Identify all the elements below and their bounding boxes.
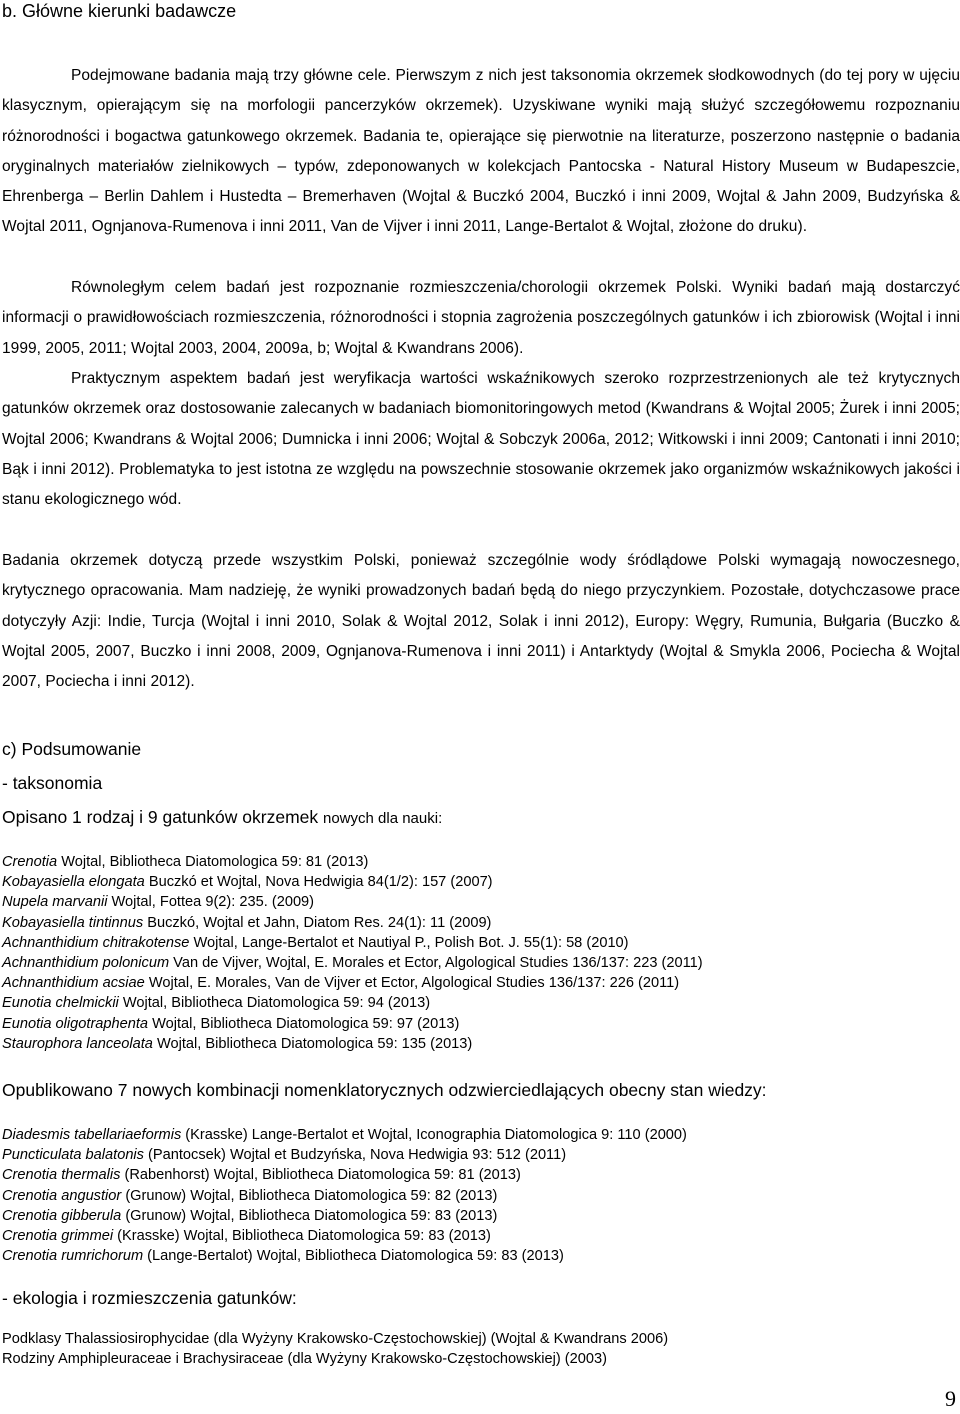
list-item bbox=[2, 973, 960, 993]
subheading-ecology: - ekologia i rozmieszczenia gatunków: bbox=[2, 1288, 297, 1308]
list-item bbox=[2, 872, 960, 892]
ecology-list bbox=[2, 1329, 960, 1369]
taxon-name: Crenotia rumrichorum bbox=[2, 1248, 144, 1265]
list-item bbox=[2, 933, 960, 953]
new-species-heading-small: nowych dla nauki: bbox=[323, 810, 443, 827]
new-species-list bbox=[2, 852, 960, 1054]
taxon-reference: Buczkó, Wojtal et Jahn, Diatom Res. 24(1): 11 (2009) bbox=[143, 914, 492, 931]
list-item bbox=[2, 1034, 960, 1054]
combinations-list bbox=[2, 1125, 960, 1266]
list-item bbox=[2, 1206, 960, 1226]
paragraph-regions: Badania okrzemek dotyczą przede wszystkim Polski, ponieważ szczególnie wody śródlądowe Polski wymagają nowoczesnego, krytycznego opracowania. Mam nadzieję, że wyniki prowadzonych badań będą do niego przyczynkiem. Pozostałe, dotychczasowe prace dotyczyły Azji: Indie, Turcja (Wojtal i inni 2010, Solak & Wojtal 2012, Solak i inni 2012), Europy: Węgry, Rumunia, Bułgaria (Buczko & Wojtal 2005, 2007, Buczko i inni 2008, 2009, Ognjanova-Rumenova i inni 2011) i Antarktydy (Wojtal & Smykla 2006, Pociecha & Wojtal 2007, Pociecha i inni 2012). bbox=[2, 552, 960, 691]
taxon-name: Eunotia chelmickii bbox=[2, 995, 119, 1012]
taxon-reference: (Lange-Bertalot) Wojtal, Bibliotheca Diatomologica 59: 83 (2013) bbox=[143, 1248, 564, 1265]
taxon-name: Kobayasiella tintinnus bbox=[2, 914, 144, 931]
list-item bbox=[2, 1246, 960, 1266]
section-title-b: b. Główne kierunki badawcze bbox=[2, 1, 237, 21]
new-species-heading-main: Opisano 1 rodzaj i 9 gatunków okrzemek bbox=[2, 807, 323, 827]
page-number: 9 bbox=[945, 1386, 956, 1411]
list-item bbox=[2, 1125, 960, 1145]
list-item bbox=[2, 852, 960, 872]
list-item bbox=[2, 1145, 960, 1165]
taxon-reference: Buczkó et Wojtal, Nova Hedwigia 84(1/2): 157 (2007) bbox=[144, 874, 493, 891]
taxon-reference: Wojtal, Lange-Bertalot et Nautiyal P., Polish Bot. J. 55(1): 58 (2010) bbox=[189, 934, 629, 951]
list-item: Rodziny Amphipleuraceae i Brachysiraceae (dla Wyżyny Krakowsko-Częstochowskiej) (2003) bbox=[2, 1351, 607, 1368]
list-item: Podklasy Thalassiosirophycidae (dla Wyżyny Krakowsko-Częstochowskiej) (Wojtal & Kwandrans 2006) bbox=[2, 1331, 669, 1347]
taxon-name: Eunotia oligotraphenta bbox=[2, 1015, 149, 1032]
taxon-reference: (Grunow) Wojtal, Bibliotheca Diatomologica 59: 82 (2013) bbox=[121, 1187, 498, 1204]
taxon-name: Staurophora lanceolata bbox=[2, 1035, 153, 1052]
taxon-name: Puncticulata balatonis bbox=[2, 1147, 144, 1164]
taxon-name: Crenotia grimmei bbox=[2, 1228, 114, 1245]
taxon-reference: (Krasske) Lange-Bertalot et Wojtal, Iconographia Diatomologica 9: 110 (2000) bbox=[181, 1127, 687, 1143]
taxon-reference: Wojtal, Bibliotheca Diatomologica 59: 135 (2013) bbox=[152, 1035, 473, 1052]
taxon-reference: Van de Vijver, Wojtal, E. Morales et Ector, Algological Studies 136/137: 223 (2011) bbox=[169, 955, 703, 972]
taxon-reference: (Krasske) Wojtal, Bibliotheca Diatomologica 59: 83 (2013) bbox=[113, 1228, 491, 1245]
taxon-name: Achnanthidium chitrakotense bbox=[2, 934, 190, 951]
list-item bbox=[2, 1014, 960, 1034]
taxon-name: Diadesmis tabellariaeformis bbox=[2, 1127, 182, 1143]
paragraph-practical-aspect: Praktycznym aspektem badań jest weryfikacja wartości wskaźnikowych szeroko rozprzestrzenionych ale też krytycznych gatunków okrzemek oraz dostosowanie zalecanych w badaniach biomonitoringowych metod (Kwandrans & Wojtal 2005; Żurek i inni 2005; Wojtal 2006; Kwandrans & Wojtal 2006; Dumnicka i inni 2006; Wojtal & Sobczyk 2006a, 2012; Witkowski i inni 2009; Cantonati i inni 2010; Bąk i inni 2012). Problematyka to jest istotna ze względu na powszechnie stosowanie okrzemek jako organizmów wskaźnikowych jakości i stanu ekologicznego wód. bbox=[2, 370, 960, 509]
paragraph-chorology: Równoległym celem badań jest rozpoznanie rozmieszczenia/chorologii okrzemek Polski. Wyniki badań mają dostarczyć informacji o prawidłowościach rozmieszczenia, różnorodności i stopnia zagrożenia poszczególnych gatunków i ich zbiorowisk (Wojtal i inni 1999, 2005, 2011; Wojtal 2003, 2004, 2009a, b; Wojtal & Kwandrans 2006). bbox=[2, 279, 960, 357]
taxon-reference: Wojtal, E. Morales, Van de Vijver et Ector, Algological Studies 136/137: 226 (2011) bbox=[144, 975, 680, 992]
list-item bbox=[2, 1165, 960, 1185]
list-item bbox=[2, 993, 960, 1013]
taxon-name: Achnanthidium acsiae bbox=[2, 975, 145, 992]
taxon-reference: Wojtal, Bibliotheca Diatomologica 59: 94 (2013) bbox=[118, 995, 431, 1012]
taxon-name: Crenotia thermalis bbox=[2, 1167, 121, 1184]
taxon-reference: Wojtal, Bibliotheca Diatomologica 59: 81 (2013) bbox=[57, 854, 369, 870]
new-species-heading bbox=[2, 806, 442, 830]
list-item bbox=[2, 953, 960, 973]
taxon-reference: (Rabenhorst) Wojtal, Bibliotheca Diatomologica 59: 81 (2013) bbox=[120, 1167, 521, 1184]
taxon-name: Kobayasiella elongata bbox=[2, 874, 145, 891]
taxon-name: Crenotia gibberula bbox=[2, 1207, 122, 1224]
list-item bbox=[2, 913, 960, 933]
paragraph-research-goals: Podejmowane badania mają trzy główne cele. Pierwszym z nich jest taksonomia okrzemek słodkowodnych (do tej pory w ujęciu klasycznym, opierającym się na morfologii pancerzyków okrzemek). Uzyskiwane wyniki mają służyć szczegółowemu rozpoznaniu różnorodności i bogactwa gatunkowego okrzemek. Badania te, opierające się pierwotnie na literaturze, poszerzono następnie o badania oryginalnych materiałów zielnikowych – typów, zdeponowanych w kolekcjach Pantocska - Natural History Museum w Budapeszcie, Ehrenberga – Berlin Dahlem i Hustedta – Bremerhaven (Wojtal & Buczkó 2004, Buczkó i inni 2009, Wojtal & Jahn 2009, Budzyńska & Wojtal 2011, Ognjanova-Rumenova i inni 2011, Van de Vijver i inni 2011, Lange-Bertalot & Wojtal, złożone do druku). bbox=[2, 67, 960, 236]
taxon-name: Crenotia angustior bbox=[2, 1187, 122, 1204]
list-item bbox=[2, 892, 960, 912]
subheading-taxonomy: - taksonomia bbox=[2, 773, 103, 793]
taxon-name: Crenotia bbox=[2, 854, 58, 870]
list-item bbox=[2, 1226, 960, 1246]
taxon-name: Achnanthidium polonicum bbox=[2, 955, 170, 972]
taxon-reference: (Grunow) Wojtal, Bibliotheca Diatomologica 59: 83 (2013) bbox=[121, 1207, 498, 1224]
taxon-name: Nupela marvanii bbox=[2, 894, 108, 911]
taxon-reference: Wojtal, Fottea 9(2): 235. (2009) bbox=[107, 894, 315, 911]
combinations-heading: Opublikowano 7 nowych kombinacji nomenklatorycznych odzwierciedlających obecny stan wiedzy: bbox=[2, 1080, 767, 1100]
section-title-c: c) Podsumowanie bbox=[2, 739, 142, 759]
taxon-reference: Wojtal, Bibliotheca Diatomologica 59: 97 (2013) bbox=[148, 1015, 460, 1032]
list-item bbox=[2, 1186, 960, 1206]
taxon-reference: (Pantocsek) Wojtal et Budzyńska, Nova Hedwigia 93: 512 (2011) bbox=[143, 1147, 567, 1164]
